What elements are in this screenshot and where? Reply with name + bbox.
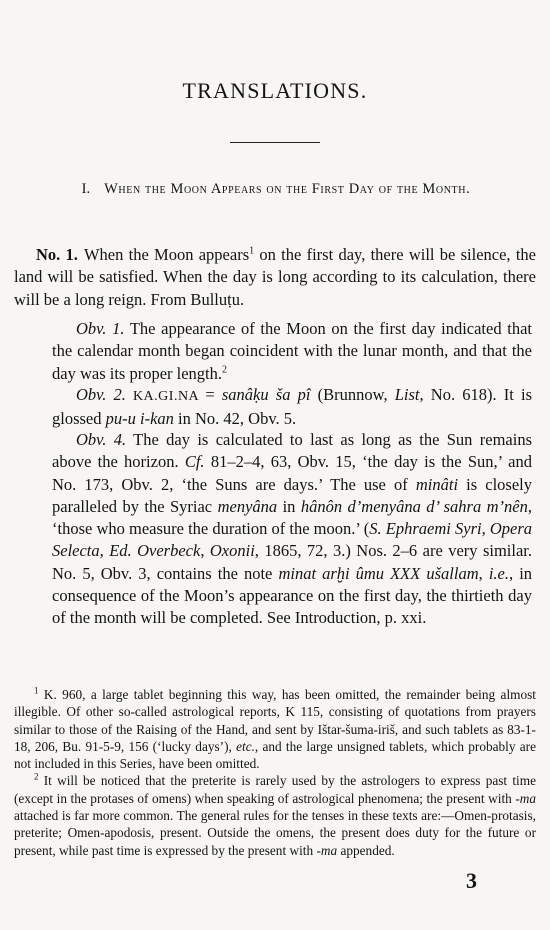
- footnote-ref-1[interactable]: 1: [249, 245, 255, 257]
- obv2-ref-a: (Brunnow,: [310, 385, 395, 404]
- footnote-1-mark: 1: [34, 685, 39, 696]
- obv4-w4: S. Ephraemi Syri: [369, 519, 482, 539]
- title-rule: [230, 142, 320, 143]
- entry-text-a: When the Moon appears: [83, 245, 250, 264]
- footnote-1-text-b: , and the large unsigned tablets, which probably are not included in this Series, have been omitted.: [14, 738, 536, 772]
- section-title: When the Moon Appears on the First Day of the Month.: [104, 181, 471, 197]
- footnote-2-ma2: -ma: [316, 842, 338, 858]
- obv2-paragraph: [52, 384, 532, 431]
- obv2-list: List: [394, 385, 420, 404]
- obv4-paragraph: [52, 429, 532, 630]
- obv4-t2: 81–2–4, 63, Obv. 15, ‘the day is the Sun,’ and No. 173, Obv. 2, ‘the Suns are days.’ The use of: [52, 452, 532, 494]
- obv1-text: The appearance of the Moon on the first day indicated that the calendar month began coincident with the lunar month, and that the day was its proper length.: [52, 319, 533, 383]
- obv1-label: Obv. 1.: [76, 319, 125, 338]
- obv2-sign: KA.GI.NA: [125, 389, 206, 404]
- obv4-w6: Ed. Overbeck: [109, 541, 201, 561]
- obv4-t11: , in consequence of the Moon’s appearance on the first day, the thirtieth day of the month will be completed. See Introduction, p. xxi.: [52, 563, 533, 628]
- obv4-cf: Cf.: [184, 452, 205, 472]
- obv2-eq: =: [205, 385, 222, 404]
- obv4-t6: ,: [481, 519, 490, 539]
- page-title: TRANSLATIONS.: [182, 78, 368, 103]
- obv2-ref-c: in No. 42, Obv. 5.: [173, 409, 297, 429]
- footnote-ref-2[interactable]: 2: [222, 364, 228, 376]
- obv2-gloss: pu-u i-kan: [105, 409, 174, 429]
- footnote-1-text-a: K. 960, a large tablet beginning this way, has been omitted, the remainder being almost illegible. Of other so-called astrological reports, K 115, consisting of quotations from prayers similar to those of the Raising of the Hand, and sent by Ištar-šuma-iriš, and such tablets as 83-1-18, 206, Bu. 91-5-9, 156 (‘lucky days’),: [14, 687, 536, 754]
- footnote-2-ma1: -ma: [515, 790, 536, 806]
- obv4-t5: , ‘those who measure the duration of the moon.’ (: [52, 496, 532, 539]
- entry-paragraph: [14, 244, 536, 311]
- obv1-paragraph: [52, 318, 532, 385]
- obv2-ref-b: , No. 618). It is glossed: [52, 385, 532, 429]
- obv2-label: Obv. 2.: [76, 385, 126, 404]
- obv2-akkadian: sanâḳu ša pî: [221, 385, 311, 404]
- obv4-t10: ,: [478, 563, 489, 583]
- obv4-t4: in: [277, 496, 301, 516]
- obv4-w9: i.e.: [488, 563, 510, 583]
- obv4-w5: Opera Selecta: [52, 519, 533, 561]
- obv4-t1: The day is calculated to last as long as the Sun remains above the horizon.: [52, 430, 532, 472]
- footnote-2: [14, 772, 536, 858]
- obv4-label: Obv. 4.: [76, 430, 127, 449]
- entry-text-b: on the first day, there will be silence, the land will be satisfied. When the day is long according to its calculation, there will be a long reign. From Bulluṭu.: [14, 245, 536, 309]
- footnotes: [14, 686, 536, 859]
- page-number: 3: [466, 868, 477, 893]
- obv4-w8: minat arḫi ûmu XXX ušallam: [278, 563, 479, 583]
- obv4-w2: menyâna: [217, 496, 278, 516]
- obv4-t8: ,: [200, 541, 210, 561]
- footnote-2-text-a: It will be noticed that the preterite is rarely used by the astrologers to express past time (except in the protases of omens) when speaking of astrological phenomena; the present with: [14, 773, 536, 806]
- obv4-t9: , 1865, 72, 3.) Nos. 2–6 are very similar. No. 5, Obv. 3, contains the note: [52, 541, 532, 583]
- footnote-2-mark: 2: [34, 772, 39, 783]
- footnote-1: [14, 686, 536, 772]
- footnote-2-text-b: attached is far more common. The general rules for the tenses in these texts are:—Omen-protasis, preterite; Omen-apodosis, present. Outside the omens, the present does duty for the future or present, while past time is expressed by the present with: [14, 808, 536, 858]
- obv4-w7: Oxonii: [209, 541, 255, 561]
- section-heading: [34, 178, 518, 200]
- obv4-t3: is closely paralleled by the Syriac: [52, 474, 532, 516]
- entry-number: No. 1.: [36, 245, 78, 264]
- footnote-1-etc: etc.: [236, 738, 255, 754]
- obv4-w1: minâti: [415, 474, 459, 494]
- footnote-2-text-c: appended.: [337, 842, 395, 858]
- section-number: I.: [81, 181, 91, 197]
- obv4-w3: hânôn d’menyâna d’ sahra m’nên: [300, 496, 528, 516]
- obv4-t7: ,: [99, 541, 110, 561]
